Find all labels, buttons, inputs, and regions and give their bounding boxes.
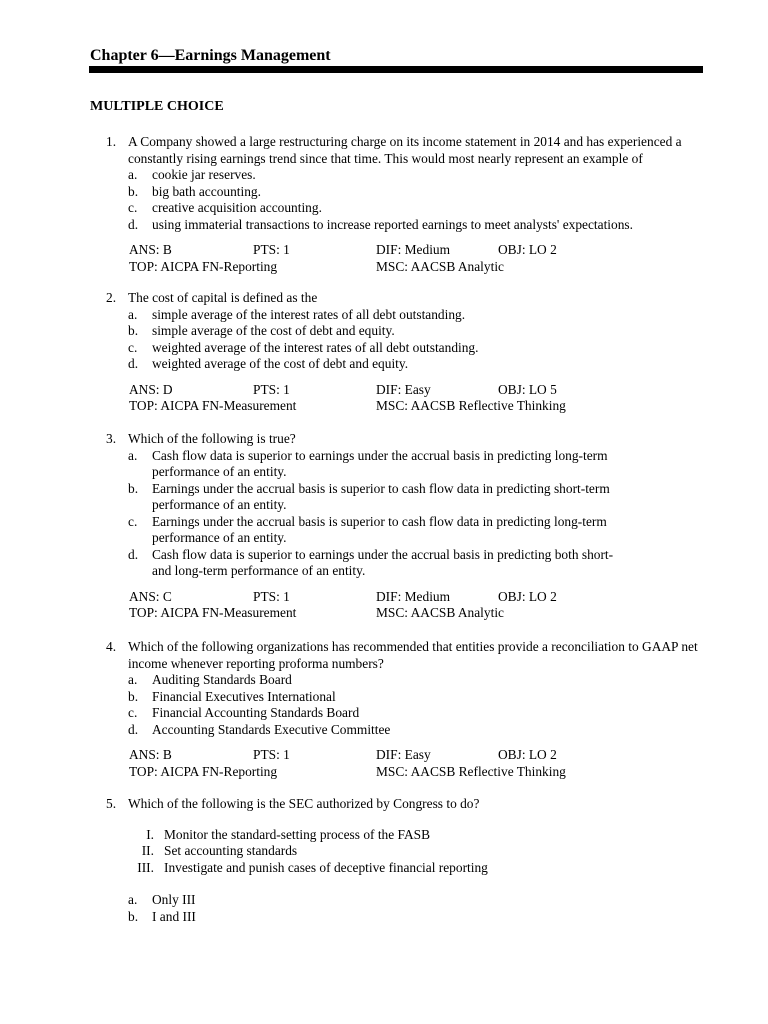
misc: MSC: AACSB Reflective Thinking [376, 398, 566, 413]
option-letter: b. [128, 480, 139, 496]
option-letter: d. [128, 721, 139, 737]
option-b [128, 481, 628, 514]
option-text: I and III [152, 908, 196, 924]
question-3 [106, 431, 706, 622]
option-letter: c. [128, 200, 138, 215]
option-letter: a. [128, 672, 138, 687]
option-a [128, 307, 706, 324]
option-letter: c. [128, 705, 138, 720]
difficulty: DIF: Easy [376, 381, 431, 397]
chapter-title: Chapter 6—Earnings Management [90, 47, 331, 64]
option-letter: b. [128, 908, 139, 924]
question-number: 3. [106, 431, 117, 446]
answer-key: ANS: D [129, 381, 173, 397]
option-text: Financial Executives International [152, 688, 336, 704]
header-rule [89, 66, 703, 73]
option-letter: c. [128, 339, 138, 355]
option-text: Cash flow data is superior to earnings under the accrual basis in predicting both short- and long-term performance of an entity. [152, 546, 614, 578]
option-d [128, 722, 706, 739]
question-number: 4. [106, 639, 117, 654]
option-letter: b. [128, 323, 139, 338]
points: PTS: 1 [253, 381, 290, 397]
topic: TOP: AICPA FN-Reporting [129, 258, 278, 274]
points: PTS: 1 [253, 747, 290, 762]
option-text: big bath accounting. [152, 183, 261, 199]
option-c [128, 200, 706, 217]
objective: OBJ: LO 2 [498, 242, 557, 257]
option-d [128, 547, 628, 580]
misc: MSC: AACSB Reflective Thinking [376, 763, 566, 779]
question-text: A Company showed a large restructuring charge on its income statement in 2014 and has experienced a constantly rising earnings trend since that time. This would most nearly represent an example of [128, 134, 682, 166]
statement-numeral: III. [137, 859, 154, 875]
topic: TOP: AICPA FN-Measurement [129, 605, 297, 620]
objective: OBJ: LO 2 [498, 747, 557, 762]
option-text: weighted average of the interest rates of all debt outstanding. [152, 339, 479, 355]
statement-text: Monitor the standard-setting process of the FASB [164, 826, 431, 842]
option-text: Financial Accounting Standards Board [152, 705, 360, 720]
statement-item [128, 843, 706, 860]
option-text: Cash flow data is superior to earnings under the accrual basis in predicting long-term performance of an entity. [152, 447, 608, 479]
option-text: Earnings under the accrual basis is superior to cash flow data in predicting long-term performance of an entity. [152, 513, 607, 545]
option-text: Accounting Standards Executive Committee [152, 721, 391, 737]
question-text: The cost of capital is defined as the [128, 290, 318, 305]
options-list [106, 448, 628, 580]
options-list [106, 307, 706, 373]
option-text: Only III [152, 892, 196, 907]
options-list [106, 892, 706, 925]
statement-text: Investigate and punish cases of deceptive financial reporting [164, 859, 488, 875]
option-letter: a. [128, 447, 138, 463]
statement-item [128, 827, 706, 844]
topic: TOP: AICPA FN-Measurement [129, 398, 297, 413]
option-letter: b. [128, 688, 139, 704]
option-text: simple average of the interest rates of all debt outstanding. [152, 306, 466, 322]
option-text: weighted average of the cost of debt and equity. [152, 356, 409, 371]
option-letter: d. [128, 356, 139, 371]
answer-metadata [106, 589, 706, 622]
option-letter: d. [128, 216, 139, 232]
options-list [106, 672, 706, 738]
option-text: simple average of the cost of debt and equity. [152, 323, 395, 338]
option-c [128, 514, 628, 547]
points: PTS: 1 [253, 242, 290, 257]
statement-list [106, 827, 706, 877]
question-text: Which of the following is the SEC authorized by Congress to do? [128, 796, 480, 811]
option-letter: a. [128, 892, 138, 907]
option-letter: a. [128, 167, 138, 182]
option-c [128, 340, 706, 357]
objective: OBJ: LO 5 [498, 381, 557, 397]
question-stem [106, 431, 706, 448]
question-number: 5. [106, 796, 117, 811]
question-stem [106, 134, 706, 167]
option-text: cookie jar reserves. [152, 167, 256, 182]
statement-text: Set accounting standards [164, 843, 298, 858]
option-a [128, 672, 706, 689]
misc: MSC: AACSB Analytic [376, 258, 504, 274]
option-b [128, 323, 706, 340]
option-text: creative acquisition accounting. [152, 200, 322, 215]
question-stem [106, 796, 706, 813]
option-a [128, 448, 628, 481]
question-text: Which of the following is true? [128, 431, 296, 446]
question-4 [106, 639, 706, 780]
topic: TOP: AICPA FN-Reporting [129, 763, 278, 779]
answer-metadata [106, 747, 706, 780]
option-text: Auditing Standards Board [152, 672, 292, 687]
answer-key: ANS: B [129, 747, 172, 762]
option-c [128, 705, 706, 722]
option-b [128, 184, 706, 201]
option-a [128, 892, 706, 909]
difficulty: DIF: Easy [376, 747, 431, 762]
answer-key: ANS: C [129, 588, 172, 604]
option-letter: c. [128, 513, 138, 529]
points: PTS: 1 [253, 588, 290, 604]
option-b [128, 909, 706, 926]
option-text: using immaterial transactions to increase reported earnings to meet analysts' expectations. [152, 216, 633, 232]
section-heading: MULTIPLE CHOICE [90, 99, 224, 114]
option-a [128, 167, 706, 184]
answer-metadata [106, 382, 706, 415]
option-letter: b. [128, 183, 139, 199]
misc: MSC: AACSB Analytic [376, 605, 504, 620]
question-1 [106, 134, 706, 275]
question-number: 2. [106, 290, 117, 305]
question-stem [106, 639, 706, 672]
statement-item [128, 860, 706, 877]
question-5 [106, 796, 706, 925]
question-text: Which of the following organizations has recommended that entities provide a reconciliation to GAAP net income whenever reporting proforma numbers? [128, 639, 698, 671]
statement-numeral: II. [141, 843, 154, 858]
question-2 [106, 290, 706, 415]
option-letter: a. [128, 306, 138, 322]
difficulty: DIF: Medium [376, 242, 451, 257]
answer-key: ANS: B [129, 242, 172, 257]
statement-numeral: I. [146, 826, 154, 842]
objective: OBJ: LO 2 [498, 588, 557, 604]
question-number: 1. [106, 134, 117, 149]
option-d [128, 217, 706, 234]
question-stem [106, 290, 706, 307]
option-text: Earnings under the accrual basis is superior to cash flow data in predicting short-term performance of an entity. [152, 480, 610, 512]
difficulty: DIF: Medium [376, 588, 451, 604]
options-list [106, 167, 706, 233]
option-b [128, 689, 706, 706]
option-letter: d. [128, 546, 139, 562]
option-d [128, 356, 706, 373]
answer-metadata [106, 242, 706, 275]
